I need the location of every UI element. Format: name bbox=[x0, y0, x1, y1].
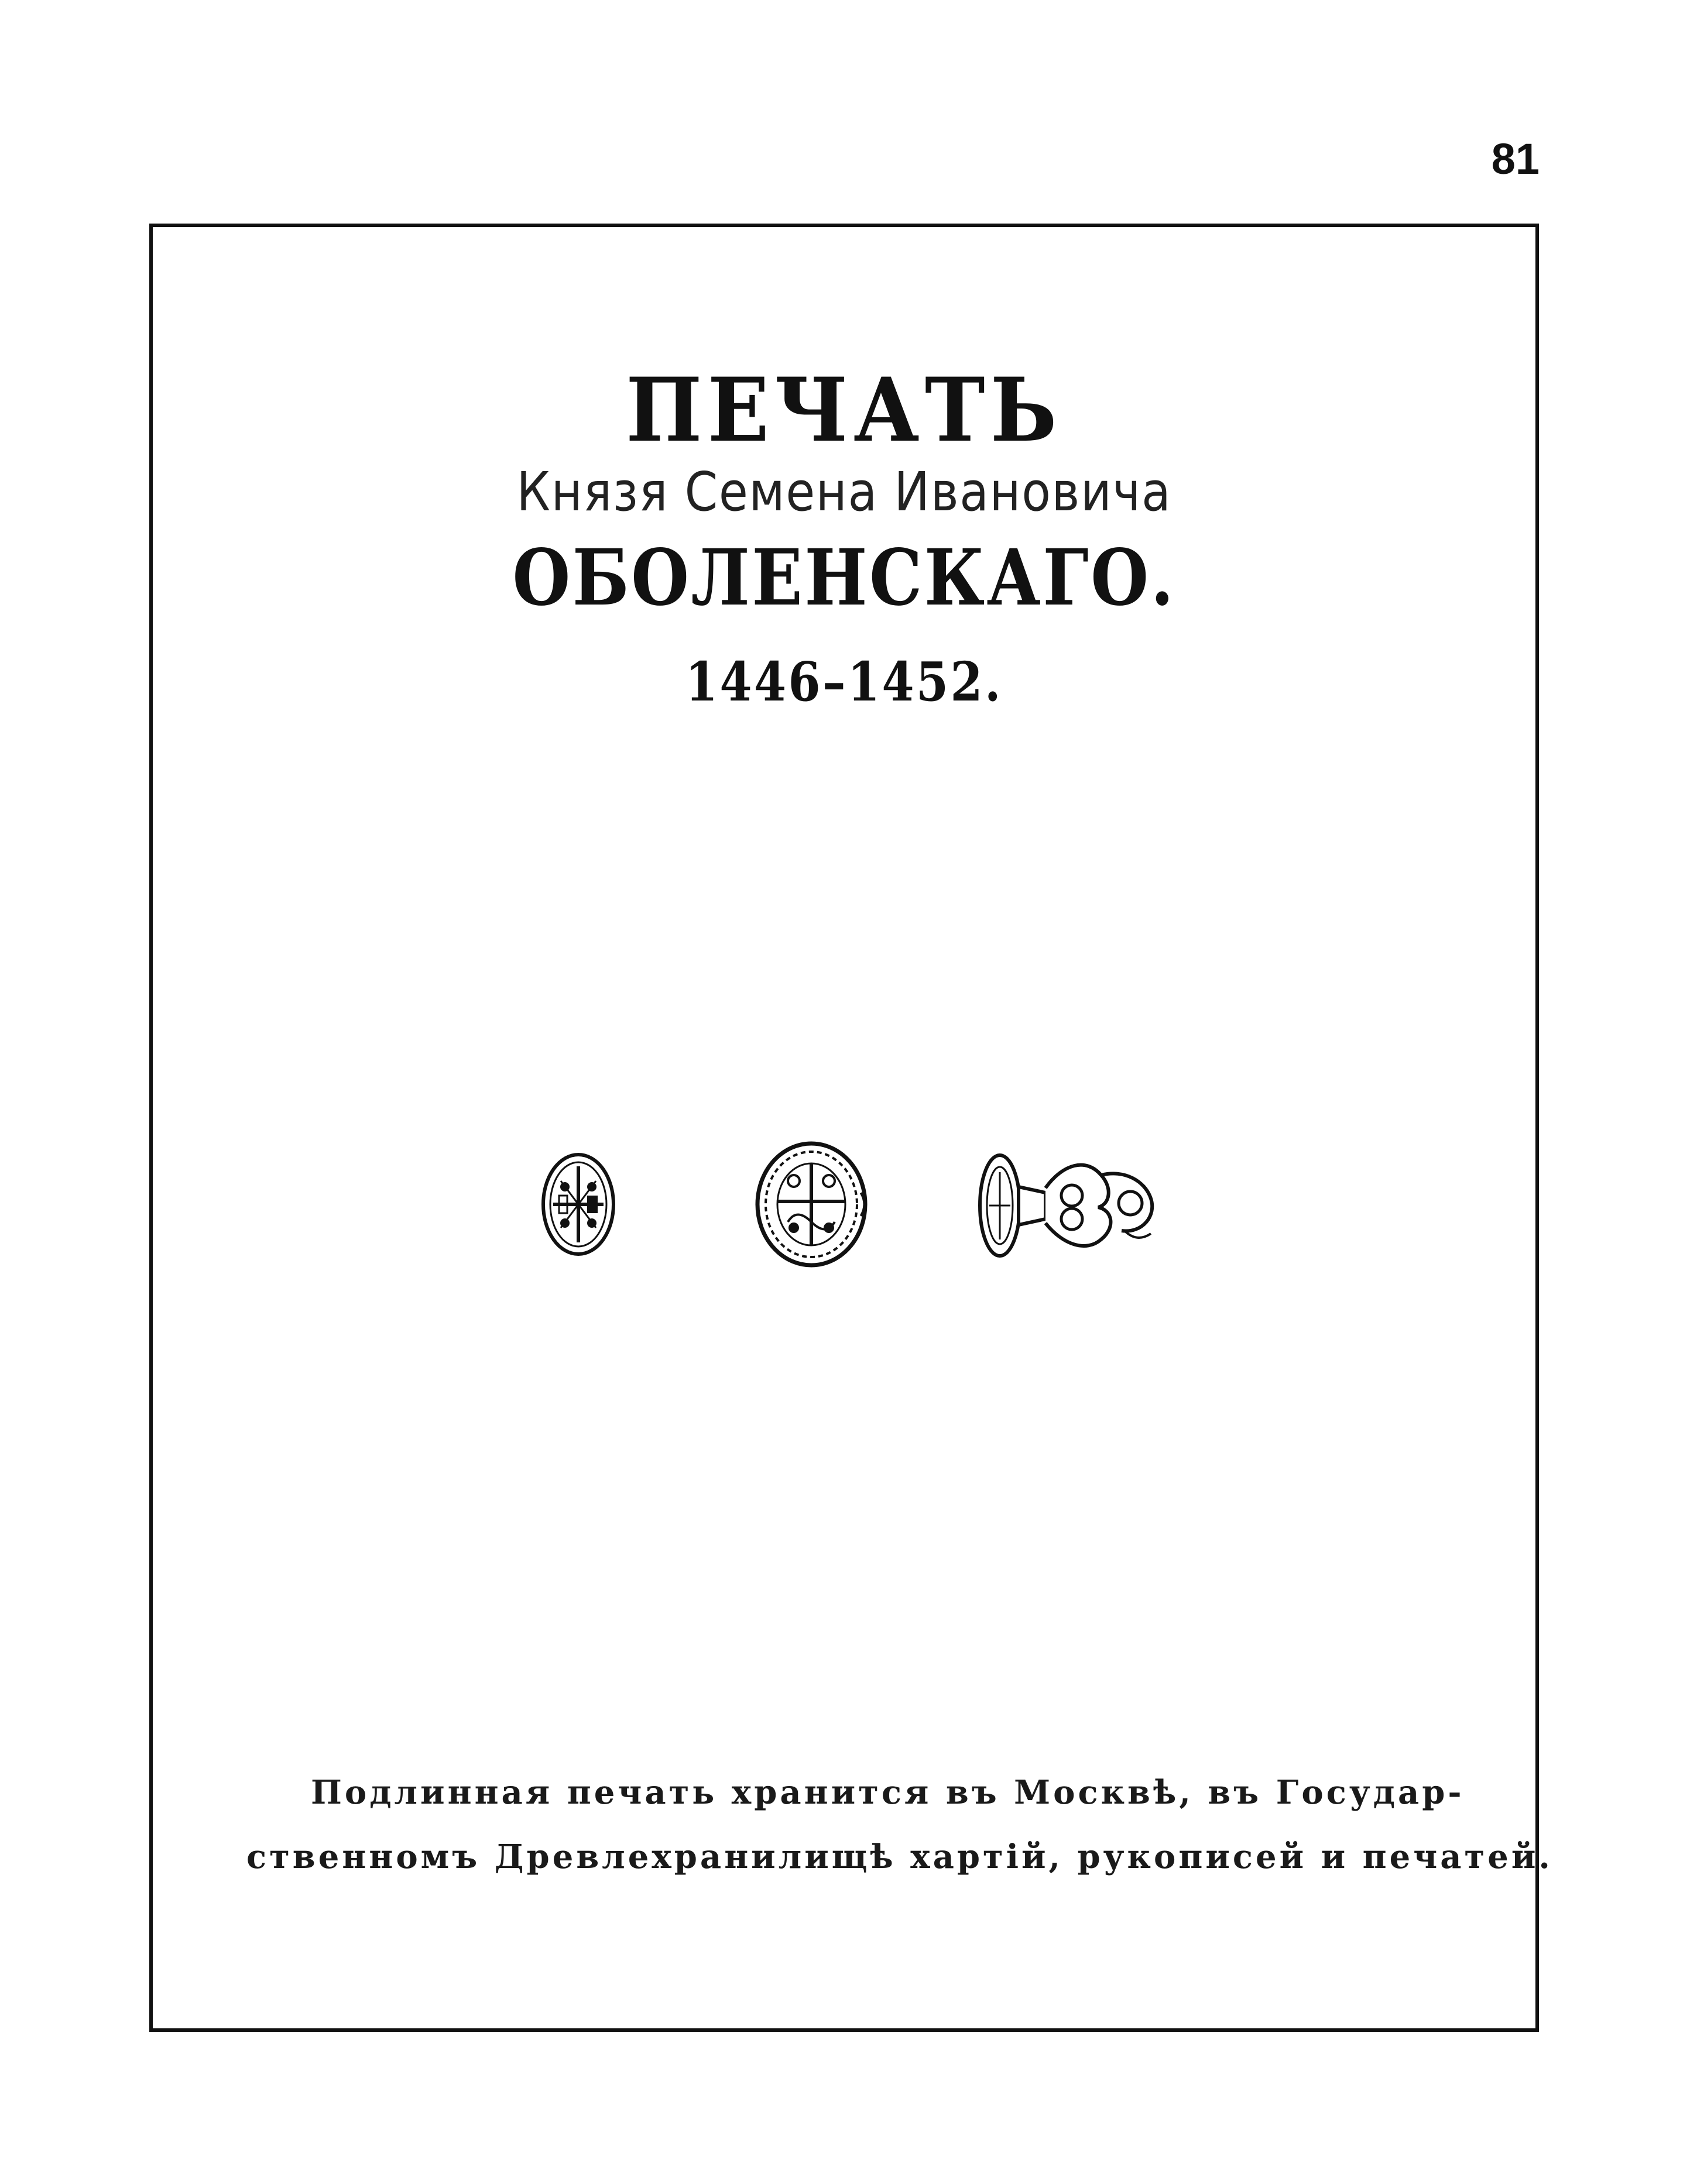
caption-line-1: Подлинная печать хранится въ Москвѣ, въ Государ- bbox=[311, 1773, 1465, 1812]
seal-impression-large-icon bbox=[753, 1140, 870, 1269]
seal-impression-small-icon bbox=[540, 1152, 616, 1257]
caption-line-2: ственномъ Древлехранилищѣ хартій, рукописей и печатей. bbox=[246, 1838, 1553, 1876]
plate-family-name: ОБОЛЕНСКАГО. bbox=[512, 533, 1176, 623]
plate-dates: 1446–1452. bbox=[685, 650, 1003, 713]
plate-caption bbox=[246, 1760, 1553, 1889]
seal-illustrations bbox=[153, 1140, 1535, 1292]
page-number: 81 bbox=[1491, 135, 1540, 183]
seal-matrix-with-handle-icon bbox=[975, 1152, 1163, 1260]
plate-title: ПЕЧАТЬ bbox=[626, 359, 1062, 462]
plate-subtitle: Князя Семена Ивановича bbox=[516, 461, 1172, 523]
plate-frame bbox=[149, 224, 1553, 2032]
